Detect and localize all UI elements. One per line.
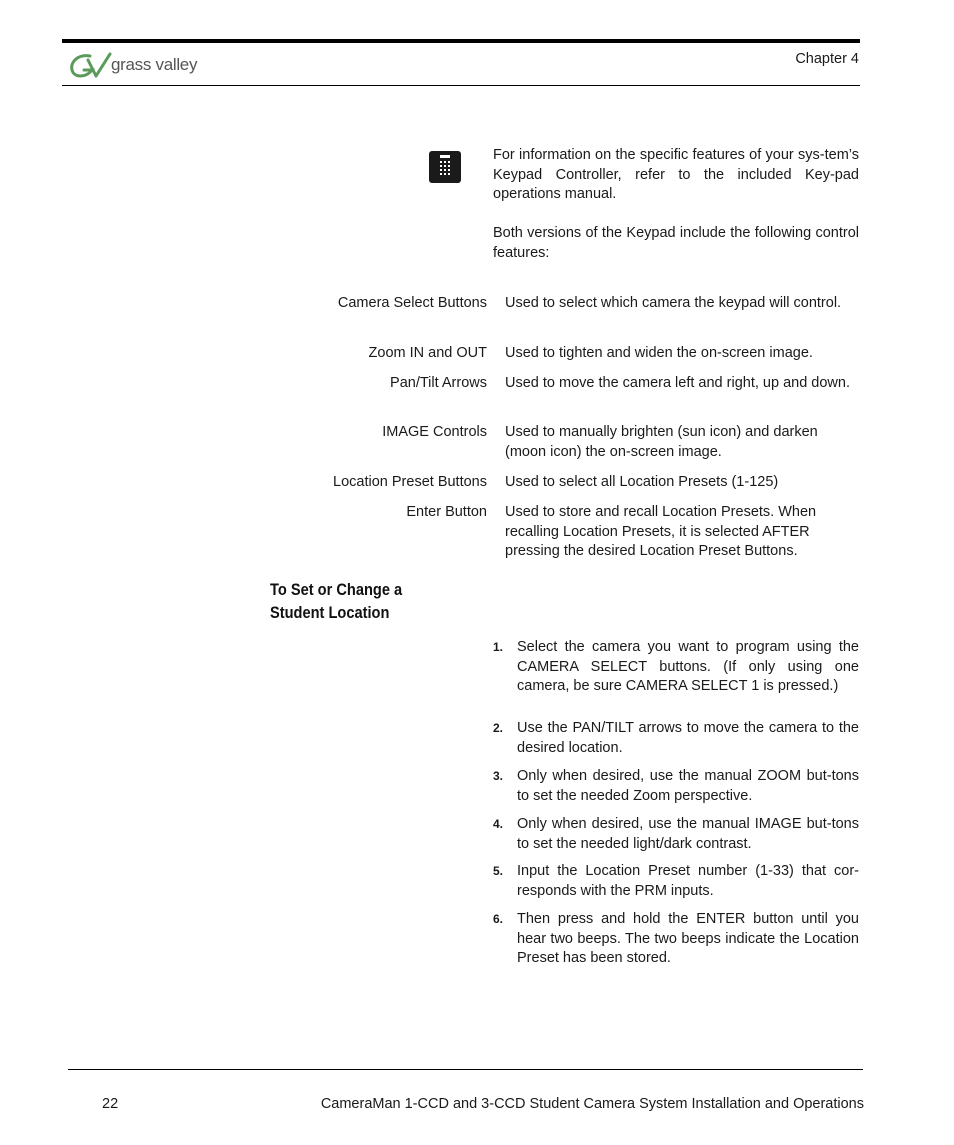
step-text: Input the Location Preset number (1-33) that cor-responds with the PRM inputs.	[517, 863, 859, 899]
page-number: 22	[102, 1096, 119, 1112]
header-rule-top	[62, 39, 860, 43]
feature-term-enter: Enter Button	[406, 504, 487, 520]
section-heading-line-1: To Set or Change a	[270, 580, 403, 599]
feature-desc-pan-tilt: Used to move the camera left and right, up and down.	[505, 375, 850, 391]
step-number: 5.	[493, 864, 504, 878]
step-text: Select the camera you want to program using the CAMERA SELECT buttons. (If only using one camera, be sure CAMERA SELECT 1 is pressed.)	[517, 639, 859, 694]
feature-term-image: IMAGE Controls	[382, 424, 487, 440]
section-heading-line-2: Student Location	[270, 603, 390, 622]
step-text: Use the PAN/TILT arrows to move the camera to the desired location.	[517, 720, 859, 756]
step-text: Only when desired, use the manual IMAGE but-tons to set the needed light/dark contrast.	[517, 816, 859, 852]
step-number: 1.	[493, 640, 504, 654]
keypad-icon	[429, 151, 461, 183]
feature-desc-zoom: Used to tighten and widen the on-screen image.	[505, 345, 813, 361]
feature-term-camera-select: Camera Select Buttons	[337, 295, 487, 311]
feature-term-zoom: Zoom IN and OUT	[368, 345, 487, 361]
feature-desc-enter: Used to store and recall Location Presets. When recalling Location Presets, it is selected AFTER pressing the desired Location Preset Buttons.	[505, 504, 817, 559]
feature-desc-image: Used to manually brighten (sun icon) and darken (moon icon) the on-screen image.	[505, 424, 818, 460]
step-number: 4.	[493, 817, 504, 831]
header-rule-bottom	[62, 85, 860, 86]
footer-title: CameraMan 1-CCD and 3-CCD Student Camera System Installation and Operations	[320, 1096, 864, 1112]
feature-desc-location-preset: Used to select all Location Presets (1-125)	[505, 474, 779, 490]
section-heading	[270, 578, 442, 624]
step-text: Only when desired, use the manual ZOOM but-tons to set the needed Zoom perspective.	[517, 768, 859, 804]
footer-rule	[68, 1069, 863, 1070]
logo-wordmark: grass valley	[111, 55, 198, 74]
step-number: 3.	[493, 769, 504, 783]
feature-desc-camera-select: Used to select which camera the keypad will control.	[505, 295, 842, 311]
note-paragraph-2: Both versions of the Keypad include the following control features:	[493, 225, 859, 261]
note-paragraph-1: For information on the specific features of your sys-tem’s Keypad Controller, refer to the included Key-pad operations manual.	[493, 147, 859, 202]
step-number: 2.	[493, 721, 504, 735]
step-number: 6.	[493, 912, 504, 926]
chapter-label: Chapter 4	[795, 51, 859, 67]
feature-term-location-preset: Location Preset Buttons	[333, 474, 487, 490]
gv-logo-icon	[68, 52, 112, 80]
feature-term-pan-tilt: Pan/Tilt Arrows	[390, 375, 487, 391]
grass-valley-logo	[68, 52, 208, 80]
step-text: Then press and hold the ENTER button until you hear two beeps. The two beeps indicate the Location Preset has been stored.	[517, 911, 859, 966]
